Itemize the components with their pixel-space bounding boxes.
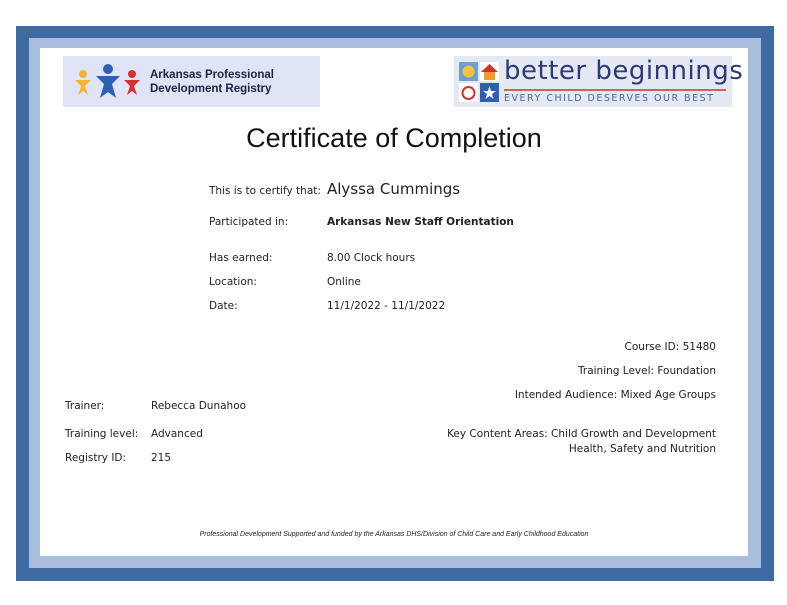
trainer-value: Rebecca Dunahoo <box>151 400 247 412</box>
registry-id-label: Registry ID: <box>65 452 127 464</box>
aprd-logo <box>63 56 320 107</box>
course-name: Arkansas New Staff Orientation <box>327 216 514 228</box>
trainer-level-label: Training level: <box>65 428 139 440</box>
location-value: Online <box>327 276 361 288</box>
training-level-course: Training Level: Foundation <box>578 365 716 377</box>
funding-footer: Professional Development Supported and funded by the Arkansas DHS/Division of Child Care and Early Childhood Education <box>199 531 589 538</box>
participated-label: Participated in: <box>209 216 289 228</box>
earned-label: Has earned: <box>209 252 273 264</box>
trainer-label: Trainer: <box>65 400 105 412</box>
certify-label: This is to certify that: <box>209 185 321 197</box>
better-beginnings-title: better beginnings <box>504 56 744 86</box>
earned-value: 8.00 Clock hours <box>327 252 416 264</box>
intended-audience: Intended Audience: Mixed Age Groups <box>514 389 716 401</box>
certificate-sheet <box>40 48 748 556</box>
better-beginnings-logo <box>454 56 744 107</box>
trainer-level-value: Advanced <box>151 428 203 440</box>
key-content-areas-line2: Health, Safety and Nutrition <box>568 443 716 455</box>
key-content-areas-line1: Key Content Areas: Child Growth and Development <box>447 428 716 440</box>
location-label: Location: <box>209 276 257 288</box>
date-label: Date: <box>209 300 238 312</box>
registry-id-value: 215 <box>151 452 172 464</box>
key-content-areas <box>447 427 716 457</box>
better-beginnings-rule <box>504 89 726 91</box>
people-figures-icon <box>71 62 147 102</box>
course-id: Course ID: 51480 <box>624 341 716 353</box>
certificate-title: Certificate of Completion <box>246 123 542 153</box>
recipient-name: Alyssa Cummings <box>327 180 461 198</box>
aprd-logo-text: Arkansas Professional Development Registry <box>150 69 275 95</box>
better-beginnings-tagline: EVERY CHILD DESERVES OUR BEST <box>504 93 715 104</box>
date-value: 11/1/2022 - 11/1/2022 <box>327 300 446 312</box>
better-beginnings-tiles-icon <box>458 61 500 103</box>
